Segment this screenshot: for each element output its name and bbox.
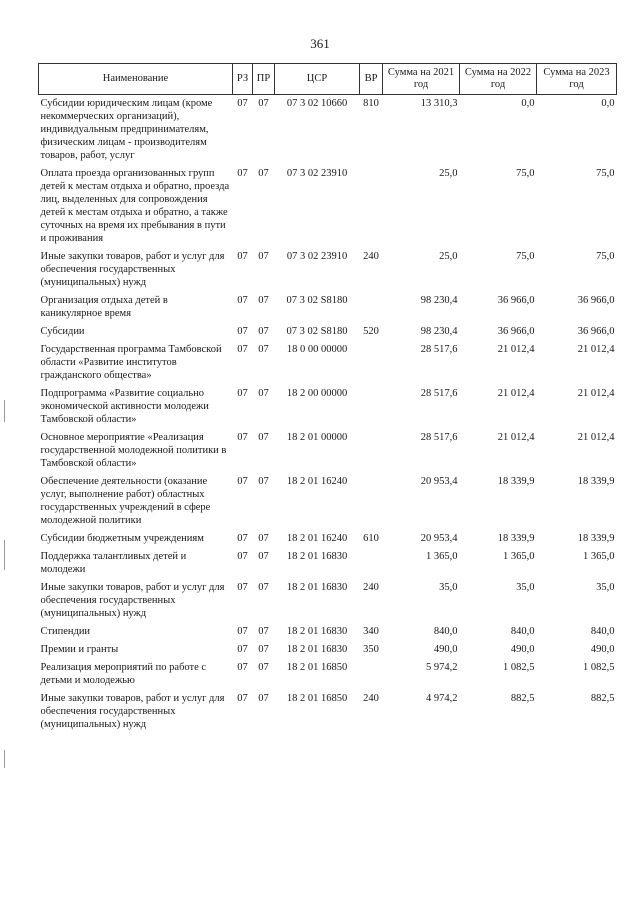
cell-sum-2021: 28 517,6 [420, 388, 458, 399]
cell-sum-2023: 0,0 [601, 98, 615, 109]
cell-sum-2023: 36 966,0 [577, 295, 615, 306]
cell-pr: 07 [258, 326, 269, 337]
scan-edge-mark [4, 400, 5, 422]
cell-name: Основное мероприятие «Реализация государственной молодежной политики в Тамбовской области» [40, 432, 227, 469]
cell-sum-2023: 18 339,9 [577, 533, 615, 544]
cell-name: Поддержка талантливых детей и молодежи [40, 551, 187, 575]
table-row [39, 292, 617, 323]
cell-sum-2021: 13 310,3 [420, 98, 458, 109]
table-row [39, 323, 617, 341]
cell-sum-2023: 21 012,4 [577, 432, 615, 443]
cell-sum-2021: 28 517,6 [420, 344, 458, 355]
cell-sum-2021: 20 953,4 [420, 476, 458, 487]
cell-name: Иные закупки товаров, работ и услуг для обеспечения государственных (муниципальных) нужд [40, 251, 225, 288]
header-sum-2021: Сумма на 2021 год [383, 64, 460, 95]
cell-name: Субсидии бюджетным учреждениям [40, 533, 204, 544]
header-name: Наименование [39, 64, 233, 95]
cell-pr: 07 [258, 476, 269, 487]
cell-name: Иные закупки товаров, работ и услуг для обеспечения государственных (муниципальных) нужд [40, 582, 225, 619]
cell-pr: 07 [258, 693, 269, 704]
cell-csr: 18 2 00 00000 [286, 388, 348, 399]
cell-vr: 240 [363, 582, 379, 593]
cell-csr: 18 2 01 16830 [286, 551, 348, 562]
cell-csr: 18 2 01 16850 [286, 662, 348, 673]
cell-name: Обеспечение деятельности (оказание услуг, выполнение работ) областных государственных учреждений в сфере молодежной политики [40, 476, 211, 526]
cell-sum-2021: 20 953,4 [420, 533, 458, 544]
cell-rz: 07 [237, 644, 248, 655]
cell-pr: 07 [258, 551, 269, 562]
cell-vr: 520 [363, 326, 379, 337]
cell-sum-2023: 35,0 [596, 582, 615, 593]
table-row [39, 341, 617, 385]
cell-sum-2022: 490,0 [510, 644, 535, 655]
cell-csr: 18 2 01 16830 [286, 626, 348, 637]
cell-rz: 07 [237, 533, 248, 544]
cell-vr: 340 [363, 626, 379, 637]
table-row [39, 623, 617, 641]
cell-sum-2023: 1 365,0 [583, 551, 615, 562]
cell-rz: 07 [237, 432, 248, 443]
cell-name: Иные закупки товаров, работ и услуг для обеспечения государственных (муниципальных) нужд [40, 693, 225, 730]
cell-pr: 07 [258, 644, 269, 655]
cell-pr: 07 [258, 432, 269, 443]
table-row [39, 429, 617, 473]
cell-pr: 07 [258, 626, 269, 637]
scan-edge-mark [4, 750, 5, 768]
cell-sum-2022: 0,0 [521, 98, 535, 109]
cell-sum-2021: 25,0 [439, 168, 458, 179]
table-row [39, 548, 617, 579]
cell-sum-2023: 21 012,4 [577, 388, 615, 399]
cell-sum-2022: 1 365,0 [503, 551, 535, 562]
table-row [39, 641, 617, 659]
table-row [39, 579, 617, 623]
table-row [39, 385, 617, 429]
cell-rz: 07 [237, 98, 248, 109]
cell-csr: 18 2 01 16240 [286, 476, 348, 487]
cell-rz: 07 [237, 693, 248, 704]
cell-rz: 07 [237, 326, 248, 337]
cell-pr: 07 [258, 662, 269, 673]
cell-name: Субсидии [40, 326, 85, 337]
cell-rz: 07 [237, 168, 248, 179]
cell-sum-2023: 1 082,5 [583, 662, 615, 673]
cell-vr [360, 473, 383, 530]
cell-rz: 07 [237, 662, 248, 673]
page-number: 361 [310, 36, 330, 51]
cell-sum-2023: 21 012,4 [577, 344, 615, 355]
cell-pr: 07 [258, 295, 269, 306]
cell-vr [360, 165, 383, 248]
cell-name: Реализация мероприятий по работе с детьми и молодежью [40, 662, 207, 686]
cell-sum-2023: 75,0 [596, 251, 615, 262]
cell-rz: 07 [237, 388, 248, 399]
cell-sum-2021: 28 517,6 [420, 432, 458, 443]
cell-csr: 18 0 00 00000 [286, 344, 348, 355]
cell-sum-2023: 18 339,9 [577, 476, 615, 487]
cell-rz: 07 [237, 476, 248, 487]
cell-sum-2021: 4 974,2 [426, 693, 458, 704]
cell-sum-2022: 1 082,5 [503, 662, 535, 673]
cell-csr: 07 3 02 23910 [286, 251, 348, 262]
cell-sum-2022: 18 339,9 [497, 533, 535, 544]
cell-csr: 18 2 01 16830 [286, 582, 348, 593]
cell-vr [360, 385, 383, 429]
cell-name: Оплата проезда организованных групп детей к местам отдыха и обратно, проезда лиц, выделенных для сопровождения детей к местам отдыха и обратно, а также суточных на время их пребывания в пути и проживания [40, 168, 230, 244]
cell-vr: 240 [363, 693, 379, 704]
cell-sum-2023: 840,0 [590, 626, 615, 637]
table-row [39, 473, 617, 530]
header-rz: РЗ [233, 64, 253, 95]
cell-csr: 18 2 01 16850 [286, 693, 348, 704]
cell-pr: 07 [258, 168, 269, 179]
cell-csr: 18 2 01 16830 [286, 644, 348, 655]
cell-rz: 07 [237, 626, 248, 637]
cell-vr: 240 [363, 251, 379, 262]
table-row [39, 165, 617, 248]
cell-sum-2021: 25,0 [439, 251, 458, 262]
scan-edge-mark [4, 540, 5, 570]
cell-sum-2022: 36 966,0 [497, 295, 535, 306]
cell-sum-2023: 36 966,0 [577, 326, 615, 337]
table-body [39, 95, 617, 735]
cell-sum-2021: 5 974,2 [426, 662, 458, 673]
cell-sum-2022: 36 966,0 [497, 326, 535, 337]
cell-sum-2022: 21 012,4 [497, 388, 535, 399]
cell-sum-2022: 18 339,9 [497, 476, 535, 487]
cell-name: Субсидии юридическим лицам (кроме некоммерческих организаций), индивидуальным предпринимателям, физическим лицам - производителям товаров, работ, услуг [40, 98, 213, 161]
cell-name: Стипендии [40, 626, 91, 637]
cell-rz: 07 [237, 295, 248, 306]
cell-sum-2023: 490,0 [590, 644, 615, 655]
header-sum-2023: Сумма на 2023 год [537, 64, 617, 95]
cell-csr: 07 3 02 S8180 [286, 326, 348, 337]
cell-name: Подпрограмма «Развитие социально экономической активности молодежи Тамбовской области» [40, 388, 209, 425]
budget-table [38, 63, 617, 734]
table-row [39, 690, 617, 734]
cell-name: Государственная программа Тамбовской области «Развитие институтов гражданского общества» [40, 344, 222, 381]
cell-sum-2021: 840,0 [433, 626, 458, 637]
cell-vr [360, 341, 383, 385]
cell-sum-2021: 1 365,0 [426, 551, 458, 562]
cell-csr: 18 2 01 00000 [286, 432, 348, 443]
table-row [39, 530, 617, 548]
cell-vr [360, 659, 383, 690]
table-row [39, 248, 617, 292]
cell-vr: 610 [363, 533, 379, 544]
cell-csr: 18 2 01 16240 [286, 533, 348, 544]
header-vr: ВР [360, 64, 383, 95]
header-pr: ПР [253, 64, 275, 95]
cell-rz: 07 [237, 551, 248, 562]
cell-vr [360, 548, 383, 579]
cell-name: Премии и гранты [40, 644, 119, 655]
cell-csr: 07 3 02 10660 [286, 98, 348, 109]
cell-csr: 07 3 02 S8180 [286, 295, 348, 306]
table-row [39, 659, 617, 690]
cell-sum-2023: 882,5 [590, 693, 615, 704]
cell-sum-2022: 21 012,4 [497, 344, 535, 355]
cell-sum-2022: 75,0 [516, 251, 535, 262]
cell-rz: 07 [237, 582, 248, 593]
header-csr: ЦСР [275, 64, 360, 95]
cell-sum-2021: 98 230,4 [420, 295, 458, 306]
cell-pr: 07 [258, 582, 269, 593]
cell-sum-2022: 75,0 [516, 168, 535, 179]
cell-sum-2021: 98 230,4 [420, 326, 458, 337]
cell-sum-2022: 882,5 [510, 693, 535, 704]
table-row [39, 95, 617, 166]
cell-sum-2022: 35,0 [516, 582, 535, 593]
cell-name: Организация отдыха детей в каникулярное время [40, 295, 168, 319]
cell-vr: 350 [363, 644, 379, 655]
cell-pr: 07 [258, 344, 269, 355]
cell-vr [360, 429, 383, 473]
cell-vr [360, 292, 383, 323]
cell-sum-2022: 21 012,4 [497, 432, 535, 443]
cell-csr: 07 3 02 23910 [286, 168, 348, 179]
cell-sum-2022: 840,0 [510, 626, 535, 637]
cell-pr: 07 [258, 98, 269, 109]
header-sum-2022: Сумма на 2022 год [460, 64, 537, 95]
cell-rz: 07 [237, 251, 248, 262]
cell-rz: 07 [237, 344, 248, 355]
cell-sum-2021: 490,0 [433, 644, 458, 655]
cell-pr: 07 [258, 388, 269, 399]
cell-pr: 07 [258, 251, 269, 262]
cell-sum-2021: 35,0 [439, 582, 458, 593]
table-header-row [39, 64, 617, 95]
cell-sum-2023: 75,0 [596, 168, 615, 179]
cell-pr: 07 [258, 533, 269, 544]
cell-vr: 810 [363, 98, 379, 109]
